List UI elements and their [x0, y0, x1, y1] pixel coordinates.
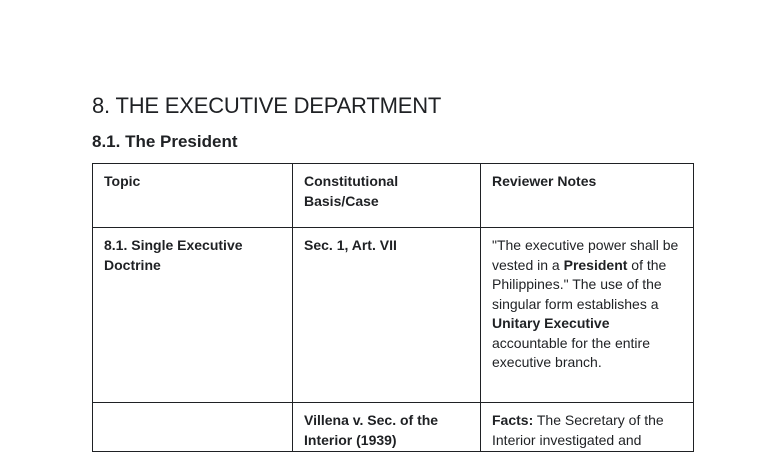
row-notes — [481, 228, 694, 403]
row-basis: Villena v. Sec. of the Interior (1939) — [293, 403, 481, 452]
notes-bold: President — [563, 256, 628, 273]
row-topic — [93, 403, 293, 452]
row-topic: 8.1. Single Executive Doctrine — [93, 228, 293, 403]
header-basis: Constitutional Basis/Case — [293, 164, 481, 228]
notes-text: accountable for the entire executive branch. — [492, 334, 650, 370]
row-basis: Sec. 1, Art. VII — [293, 228, 481, 403]
row-notes — [481, 403, 694, 452]
notes-text: "The executive power shall be vested in a — [492, 237, 679, 273]
header-notes: Reviewer Notes — [481, 164, 694, 228]
section-subheading: 8.1. The President — [92, 132, 238, 151]
notes-text: of the Philippines." The use of the singular form establishes a — [492, 256, 667, 312]
notes-bold: Unitary Executive — [492, 315, 610, 331]
notes-bold: Facts: — [492, 412, 534, 428]
table-header-row — [93, 164, 694, 228]
page-heading: 8. THE EXECUTIVE DEPARTMENT — [92, 93, 442, 118]
notes-text: The Secretary of the Interior investigated and — [492, 412, 664, 448]
table-row — [93, 228, 694, 403]
header-topic: Topic — [93, 164, 293, 228]
table-row — [93, 403, 694, 452]
president-table — [92, 163, 694, 452]
